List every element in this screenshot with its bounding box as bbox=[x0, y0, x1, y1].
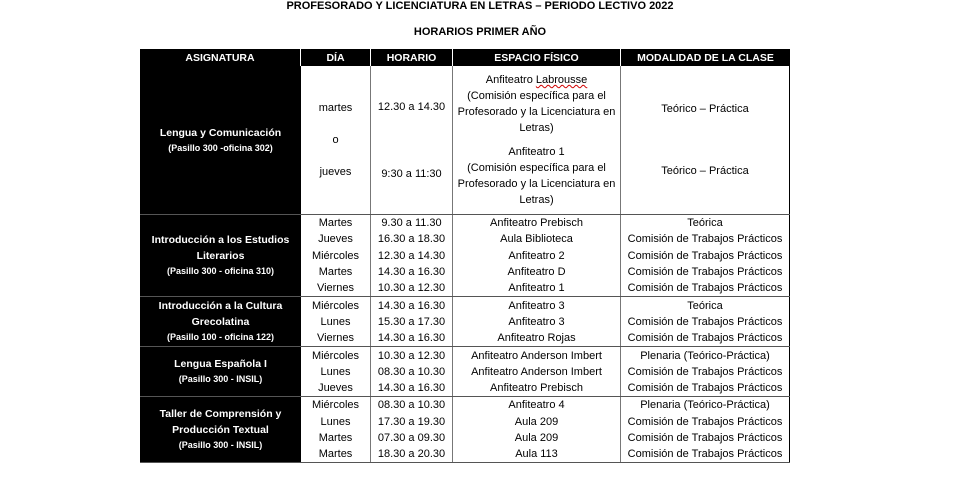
time-text: 10.30 a 12.30 bbox=[377, 349, 446, 362]
table-row bbox=[301, 414, 790, 430]
subject-name: Introducción a los Estudios Literarios bbox=[151, 234, 290, 263]
time-text: 14.30 a 16.30 bbox=[377, 266, 446, 279]
space-text: Anfiteatro 2 bbox=[508, 249, 565, 262]
space-text: Anfiteatro Anderson Imbert bbox=[471, 365, 602, 378]
mode-text: Comisión de Trabajos Prácticos bbox=[627, 315, 783, 328]
space-line: Anfiteatro 1 bbox=[508, 146, 565, 158]
mode-cell bbox=[621, 330, 790, 346]
space-cell bbox=[453, 347, 621, 363]
table-row bbox=[301, 314, 790, 330]
subject-location: (Pasillo 300 - INSIL) bbox=[178, 440, 263, 451]
space-text: Anfiteatro Anderson Imbert bbox=[471, 349, 602, 362]
mode-text: Comisión de Trabajos Prácticos bbox=[627, 448, 783, 461]
subject-group-lengua bbox=[140, 66, 790, 215]
time-cell bbox=[371, 414, 453, 430]
subject-name: Introducción a la Cultura Grecolatina bbox=[158, 300, 283, 329]
col-header-espacio: ESPACIO FÍSICO bbox=[453, 49, 621, 66]
mode-text: Teórica bbox=[687, 299, 723, 312]
mode-text: Teórico – Práctica bbox=[661, 165, 749, 177]
day-cell bbox=[301, 430, 371, 446]
space-cell bbox=[453, 414, 621, 430]
subject-location: (Pasillo 100 - oficina 122) bbox=[166, 332, 275, 343]
time-cell bbox=[371, 297, 453, 313]
time-text: 18.30 a 20.30 bbox=[377, 448, 446, 461]
mode-text: Comisión de Trabajos Prácticos bbox=[627, 415, 783, 428]
time-text: 14.30 a 16.30 bbox=[377, 299, 446, 312]
col-header-dia: DÍA bbox=[301, 49, 371, 66]
day-text: Miércoles bbox=[311, 399, 360, 412]
mode-cell bbox=[621, 430, 790, 446]
document-subtitle: HORARIOS PRIMER AÑO bbox=[413, 26, 547, 38]
mode-text: Comisión de Trabajos Prácticos bbox=[627, 282, 783, 295]
time-text: 16.30 a 18.30 bbox=[377, 233, 446, 246]
time-cell bbox=[371, 248, 453, 264]
subject-cell bbox=[140, 397, 301, 462]
mode-text: Comisión de Trabajos Prácticos bbox=[627, 249, 783, 262]
space-cell bbox=[453, 280, 621, 296]
space-text: Anfiteatro Prebisch bbox=[490, 217, 583, 230]
space-text: Anfiteatro 1 bbox=[508, 282, 565, 295]
subject-group bbox=[140, 347, 790, 397]
day-cell bbox=[301, 231, 371, 247]
day-cell bbox=[301, 397, 371, 413]
day-text: Miércoles bbox=[311, 349, 360, 362]
space-text: Anfiteatro Prebisch bbox=[490, 382, 583, 395]
space-text: Anfiteatro 3 bbox=[508, 315, 565, 328]
subject-cell bbox=[140, 297, 301, 346]
time-cell bbox=[371, 380, 453, 396]
time-cell bbox=[371, 264, 453, 280]
mode-cell bbox=[621, 248, 790, 264]
space-text: Aula 209 bbox=[514, 432, 559, 444]
mode-text: Comisión de Trabajos Prácticos bbox=[627, 266, 783, 279]
day-cell bbox=[301, 297, 371, 313]
subject-cell bbox=[140, 347, 301, 396]
space-cell bbox=[453, 397, 621, 413]
mode-cell bbox=[621, 397, 790, 413]
subject-rows bbox=[301, 215, 790, 296]
space-cell bbox=[453, 248, 621, 264]
col-header-asignatura: ASIGNATURA bbox=[140, 49, 301, 66]
time-cell bbox=[371, 446, 453, 462]
day-cell bbox=[301, 314, 371, 330]
space-cell bbox=[453, 430, 621, 446]
time-text: 17.30 a 19.30 bbox=[377, 415, 446, 428]
time-cell bbox=[371, 231, 453, 247]
day-text: Miércoles bbox=[311, 299, 360, 312]
subject-name: Lengua Española I bbox=[174, 358, 267, 371]
mode-text: Comisión de Trabajos Prácticos bbox=[627, 365, 783, 378]
time-text: 12.30 a 14.30 bbox=[377, 249, 446, 262]
subject-cell bbox=[140, 66, 301, 214]
day-text: Jueves bbox=[318, 233, 353, 246]
space-cell bbox=[453, 380, 621, 396]
subject-rows bbox=[301, 347, 790, 396]
day-cell bbox=[301, 264, 371, 280]
table-row bbox=[301, 66, 790, 214]
space-text: Aula 209 bbox=[514, 415, 559, 428]
day-cell bbox=[301, 66, 371, 214]
document-title: PROFESORADO Y LICENCIATURA EN LETRAS – PERIODO LECTIVO 2022 bbox=[286, 0, 674, 12]
subject-rows bbox=[301, 66, 790, 214]
time-cell bbox=[371, 330, 453, 346]
table-row bbox=[301, 231, 790, 247]
subject-group bbox=[140, 215, 790, 297]
time-text: 14.30 a 16.30 bbox=[377, 382, 446, 395]
space-detail: (Comisión específica para el Profesorado y la Licenciatura en Letras) bbox=[457, 162, 616, 206]
mode-cell bbox=[621, 347, 790, 363]
mode-cell bbox=[621, 297, 790, 313]
space-cell bbox=[453, 314, 621, 330]
day-text: jueves bbox=[319, 166, 352, 178]
day-text: Miércoles bbox=[311, 249, 360, 262]
table-header bbox=[140, 49, 790, 66]
space-text: Anfiteatro 3 bbox=[508, 299, 565, 312]
day-cell bbox=[301, 280, 371, 296]
or-text: o bbox=[332, 134, 339, 146]
table-row bbox=[301, 397, 790, 413]
subject-rows bbox=[301, 397, 790, 462]
space-detail: (Comisión específica para el Profesorado y la Licenciatura en Letras) bbox=[457, 90, 616, 134]
subject-cell bbox=[140, 215, 301, 296]
day-text: Jueves bbox=[318, 382, 353, 395]
mode-text: Comisión de Trabajos Prácticos bbox=[627, 233, 783, 246]
table-row bbox=[301, 364, 790, 380]
subject-name: Lengua y Comunicación bbox=[159, 126, 282, 139]
day-text: Viernes bbox=[316, 332, 355, 345]
mode-text: Plenaria (Teórico-Práctica) bbox=[640, 399, 770, 412]
day-text: Lunes bbox=[320, 415, 351, 428]
space-name-underlined: Labrousse bbox=[535, 74, 588, 86]
mode-cell bbox=[621, 264, 790, 280]
space-text: Anfiteatro Rojas bbox=[497, 332, 576, 345]
day-cell bbox=[301, 347, 371, 363]
mode-text: Teórica bbox=[687, 217, 723, 230]
table-row bbox=[301, 330, 790, 346]
time-text: 08.30 a 10.30 bbox=[377, 399, 446, 412]
table-row bbox=[301, 430, 790, 446]
time-cell bbox=[371, 347, 453, 363]
space-text: Aula Biblioteca bbox=[500, 233, 573, 246]
table-row bbox=[301, 297, 790, 313]
space-cell bbox=[453, 264, 621, 280]
space-text: Anfiteatro bbox=[485, 74, 536, 86]
table-row bbox=[301, 264, 790, 280]
day-cell bbox=[301, 215, 371, 231]
time-text: 12.30 a 14.30 bbox=[377, 100, 446, 113]
mode-cell bbox=[621, 446, 790, 462]
mode-cell bbox=[621, 314, 790, 330]
space-cell bbox=[453, 330, 621, 346]
time-text: 07.30 a 09.30 bbox=[377, 432, 446, 444]
time-cell bbox=[371, 66, 453, 214]
table-row bbox=[301, 446, 790, 462]
subject-group bbox=[140, 397, 790, 463]
table-row bbox=[301, 380, 790, 396]
space-cell bbox=[453, 446, 621, 462]
time-text: 10.30 a 12.30 bbox=[377, 282, 446, 295]
time-cell bbox=[371, 364, 453, 380]
subject-location: (Pasillo 300 - oficina 310) bbox=[166, 266, 275, 277]
table-row bbox=[301, 280, 790, 296]
subject-groups bbox=[140, 215, 790, 463]
table-row bbox=[301, 215, 790, 231]
space-cell bbox=[453, 364, 621, 380]
col-header-horario: HORARIO bbox=[371, 49, 453, 66]
time-cell bbox=[371, 280, 453, 296]
time-text: 9.30 a 11.30 bbox=[381, 217, 442, 230]
mode-text: Plenaria (Teórico-Práctica) bbox=[640, 349, 770, 362]
day-text: Martes bbox=[318, 217, 353, 230]
day-text: Lunes bbox=[320, 315, 351, 328]
mode-cell bbox=[621, 231, 790, 247]
day-cell bbox=[301, 330, 371, 346]
space-line bbox=[486, 72, 588, 88]
time-cell bbox=[371, 397, 453, 413]
mode-text: Comisión de Trabajos Prácticos bbox=[627, 382, 783, 395]
day-text: Martes bbox=[318, 432, 353, 444]
mode-text: Comisión de Trabajos Prácticos bbox=[627, 332, 783, 345]
time-text: 9:30 a 11:30 bbox=[381, 167, 442, 180]
time-cell bbox=[371, 430, 453, 446]
table-row bbox=[301, 248, 790, 264]
mode-cell bbox=[621, 215, 790, 231]
space-cell bbox=[453, 215, 621, 231]
table-row bbox=[301, 347, 790, 363]
day-text: Lunes bbox=[320, 365, 351, 378]
day-text: Viernes bbox=[316, 282, 355, 295]
time-text: 15.30 a 17.30 bbox=[377, 315, 446, 328]
subject-group bbox=[140, 297, 790, 347]
space-cell bbox=[453, 297, 621, 313]
day-cell bbox=[301, 380, 371, 396]
space-text: Anfiteatro D bbox=[507, 266, 566, 279]
mode-cell bbox=[621, 280, 790, 296]
space-cell bbox=[453, 231, 621, 247]
day-text: martes bbox=[318, 102, 353, 114]
mode-cell bbox=[621, 414, 790, 430]
subject-location: (Pasillo 300 - INSIL) bbox=[178, 374, 263, 385]
mode-text: Comisión de Trabajos Prácticos bbox=[627, 432, 783, 444]
day-cell bbox=[301, 414, 371, 430]
mode-cell bbox=[621, 380, 790, 396]
subject-name: Taller de Comprensión y Producción Textual bbox=[159, 408, 282, 437]
day-text: Martes bbox=[318, 266, 353, 279]
schedule-table bbox=[140, 49, 790, 463]
mode-cell bbox=[621, 66, 790, 214]
subject-location: (Pasillo 300 -oficina 302) bbox=[168, 142, 273, 153]
space-text: Aula 113 bbox=[515, 448, 558, 461]
mode-cell bbox=[621, 364, 790, 380]
time-cell bbox=[371, 215, 453, 231]
space-text: Anfiteatro 4 bbox=[508, 399, 565, 412]
day-text: Martes bbox=[318, 448, 353, 461]
day-cell bbox=[301, 364, 371, 380]
time-text: 08.30 a 10.30 bbox=[377, 365, 446, 378]
subject-rows bbox=[301, 297, 790, 346]
col-header-modalidad: MODALIDAD DE LA CLASE bbox=[637, 51, 774, 64]
time-cell bbox=[371, 314, 453, 330]
time-text: 14.30 a 16.30 bbox=[377, 332, 446, 345]
mode-text: Teórico – Práctica bbox=[661, 103, 749, 115]
day-cell bbox=[301, 248, 371, 264]
day-cell bbox=[301, 446, 371, 462]
space-cell bbox=[453, 66, 621, 214]
